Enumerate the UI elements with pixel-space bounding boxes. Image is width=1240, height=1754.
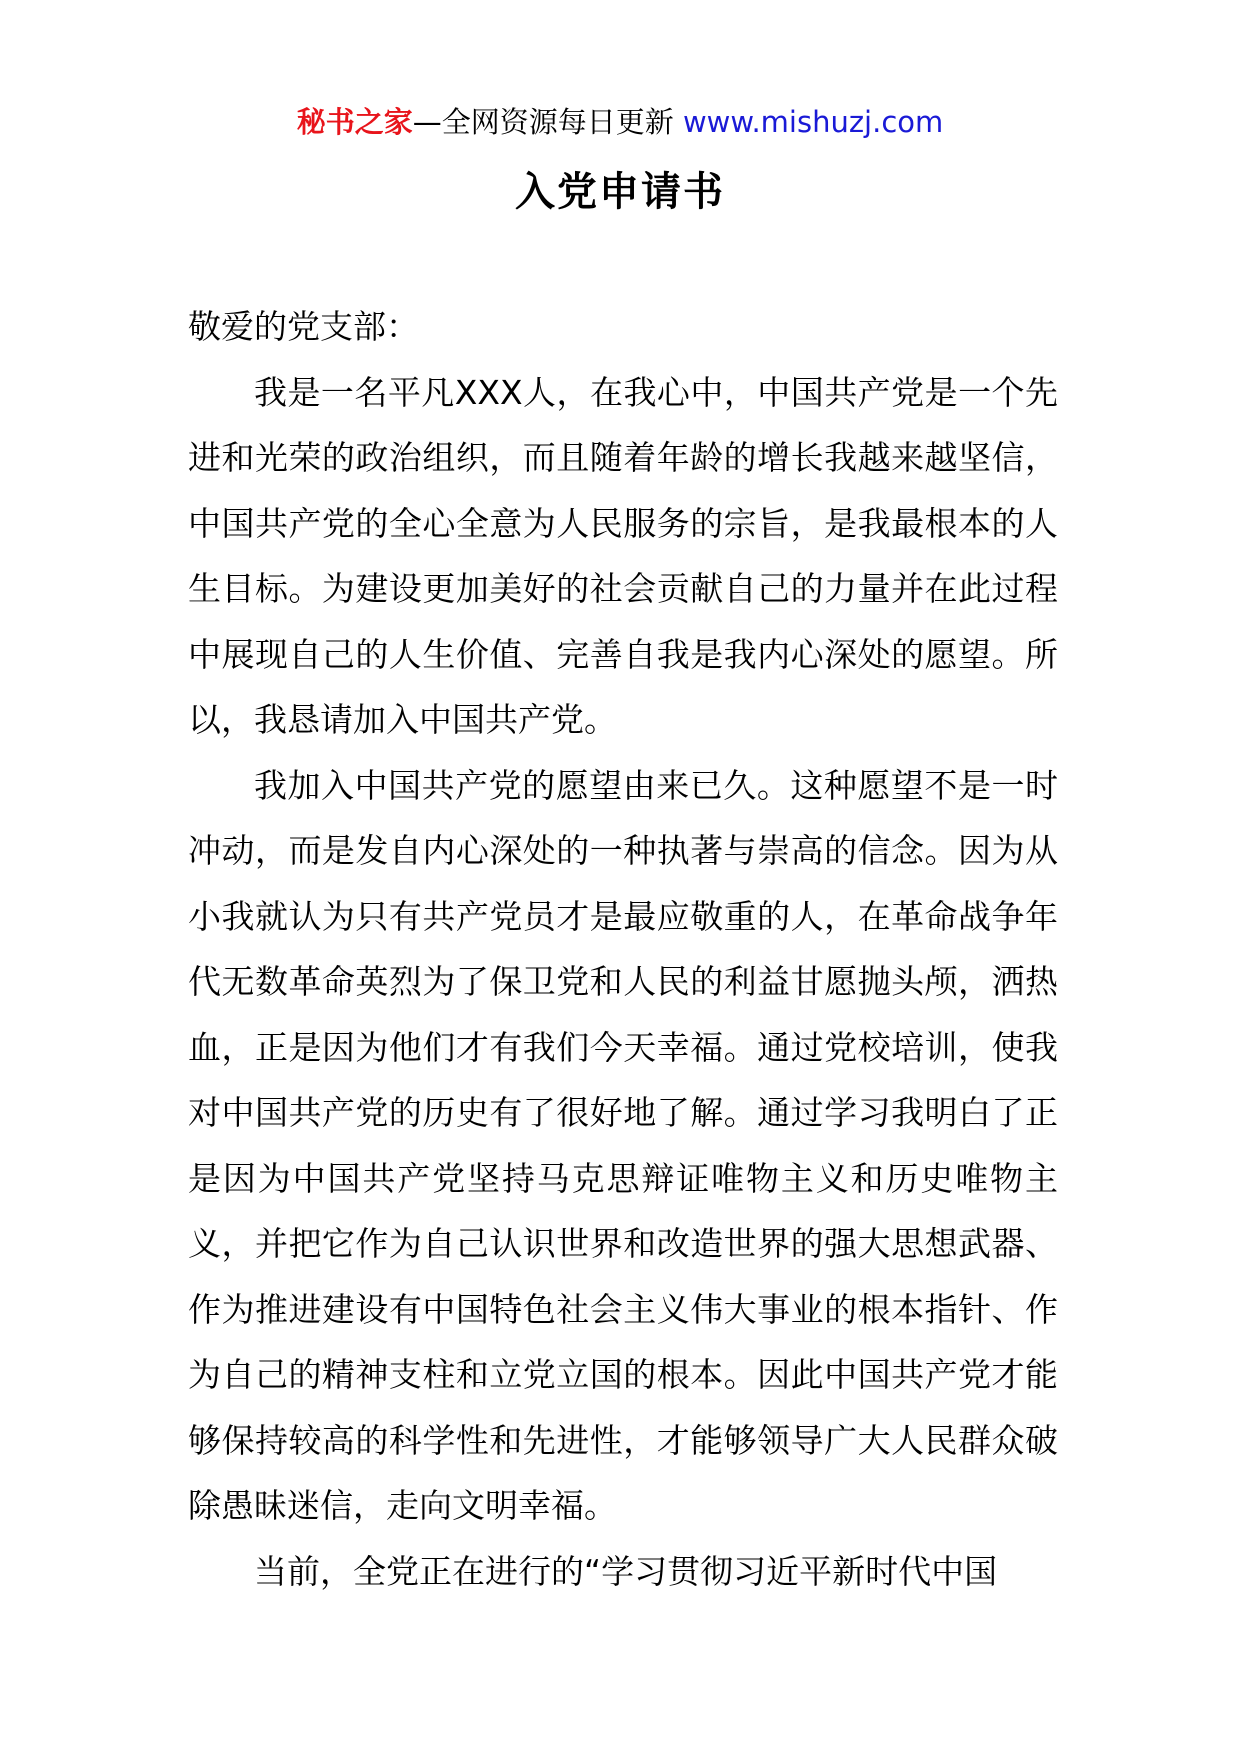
body-paragraph-1: 我是一名平凡XXX人，在我心中，中国共产党是一个先进和光荣的政治组织，而且随着年龄的增长我越来越坚信，中国共产党的全心全意为人民服务的宗旨，是我最根本的人生目标。为建设更加美好的社会贡献自己的力量并在此过程中展现自己的人生价值、完善自我是我内心深处的愿望。所以，我恳请加入中国共产党。 bbox=[188, 372, 1058, 739]
body-paragraph-3: 当前，全党正在进行的“学习贯彻习近平新时代中国 bbox=[254, 1551, 998, 1591]
salutation: 敬爱的党支部： bbox=[188, 307, 419, 346]
document-body bbox=[188, 294, 1058, 1604]
site-url-link[interactable]: www.mishuzj.com bbox=[682, 105, 944, 139]
site-header bbox=[0, 100, 1240, 144]
body-paragraph-2: 我加入中国共产党的愿望由来已久。这种愿望不是一时冲动，而是发自内心深处的一种执著与崇高的信念。因为从小我就认为只有共产党员才是最应敬重的人，在革命战争年代无数革命英烈为了保卫党和人民的利益甘愿抛头颅，洒热血，正是因为他们才有我们今天幸福。通过党校培训，使我对中国共产党的历史有了很好地了解。通过学习我明白了正是因为中国共产党坚持马克思辩证唯物主义和历史唯物主义，并把它作为自己认识世界和改造世界的强大思想武器、作为推进建设有中国特色社会主义伟大事业的根本指针、作为自己的精神支柱和立党立国的根本。因此中国共产党才能够保持较高的科学性和先进性，才能够领导广大人民群众破除愚昧迷信，走向文明幸福。 bbox=[188, 765, 1058, 1525]
site-brand: 秘书之家 bbox=[296, 105, 413, 139]
site-tagline: —全网资源每日更新 bbox=[412, 105, 683, 139]
document-title: 入党申请书 bbox=[515, 169, 725, 215]
